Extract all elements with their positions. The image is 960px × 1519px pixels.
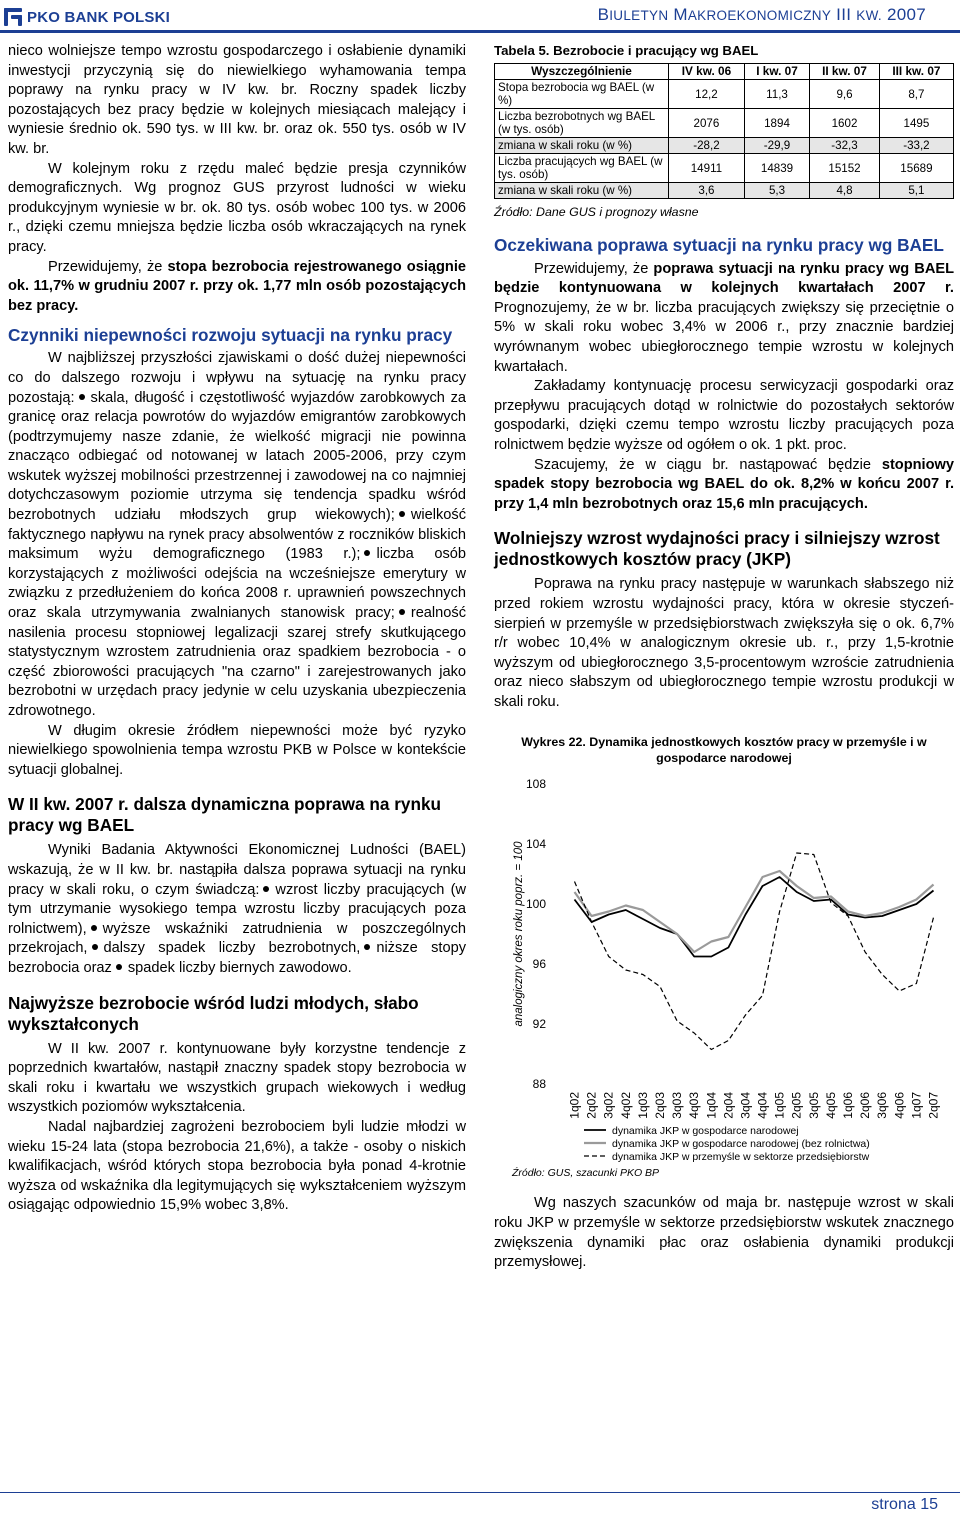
x-tick-label: 2q04 — [721, 1092, 736, 1120]
cell: 1894 — [744, 109, 809, 138]
x-tick-label: 3q02 — [601, 1092, 616, 1120]
row-label: zmiana w skali roku (w %) — [495, 138, 669, 154]
paragraph: Przewidujemy, że poprawa sytuacji na rynku pracy wg BAEL będzie kontynuowana w kolejnych kwartałach 2007 r. Prognozujemy, że w br. liczba pracujących zwiększy się przeciętnie o 5% w skali roku wobec 3,4% w 2006 r., przy znacznie bardziej wyrównanym wobec ubiegłorocznego tempie wzrostu w kolejnych kwartałach. — [494, 260, 955, 375]
y-tick-label: 92 — [532, 1017, 546, 1032]
cell: 9,6 — [810, 80, 880, 109]
bulletin-title: BIULETYN MAKROEKONOMICZNY III KW. 2007 — [597, 5, 926, 24]
chart-svg — [494, 766, 954, 1206]
paragraph: Poprawa na rynku pracy następuje w warunkach słabszego niż przed rokiem wzrostu wydajności pracy, która w okresie styczeń-sierpień w przemyśle w przedsiębiorstwach zwiększyła się o ok. 6,7% r/r wobec 10,4% w analogicznym okresie ub. r., przy 1,5-krotnie wyższym od ubiegłorocznego 3,5-procentowym wzroście zatrudnienia oraz nieco słabszym od ubiegłorocznego tempie wzrostu produkcji w skali roku. — [494, 576, 954, 710]
paragraph: Nadal najbardziej zagrożeni bezrobociem byli ludzie młodzi w wieku 15-24 lata (stopa bezrobocia 21,6%), a także - osoby o niskich kwalifikacjach, wśród których stopa bezrobocia była ponad 4-krotnie wyższa od wskaźnika dla legitymujących się wykształceniem wyższym osiągając odpowiednio 15,9% wobec 3,8%. — [8, 1118, 466, 1214]
x-tick-label: 2q03 — [653, 1092, 667, 1120]
section-heading: Oczekiwana poprawa sytuacji na rynku pracy wg BAEL — [494, 234, 944, 255]
row-label: Liczba bezrobotnych wg BAEL (w tys. osób) — [495, 109, 669, 138]
cell: 1495 — [879, 109, 953, 138]
paragraph: Wg naszych szacunków od maja br. następuje wzrost w skali roku JKP w przemyśle w sektorze przedsiębiorstw wskutek znacznego zwiększenia dynamiki płac oraz osłabienia dynamiki produkcji przemysłowej. — [494, 1195, 954, 1271]
x-tick-label: 1q04 — [704, 1092, 719, 1120]
x-tick-label: 3q06 — [875, 1092, 890, 1120]
bullet-icon — [364, 550, 370, 556]
cell: 8,7 — [879, 80, 953, 109]
cell: 11,3 — [744, 80, 809, 109]
table-header-row — [495, 64, 954, 80]
unemployment-table — [494, 63, 954, 199]
x-tick-label: 4q05 — [823, 1092, 838, 1120]
table-row — [495, 183, 954, 199]
cell: 3,6 — [669, 183, 745, 199]
header-rule — [0, 30, 960, 33]
bank-logo — [4, 6, 170, 28]
paragraph: Wyniki Badania Aktywności Ekonomicznej Ludności (BAEL) wskazują, że w II kw. br. nastąpiła dalsza poprawa sytuacji na rynku pracy w skali roku, o czym świadczą: wzrost liczby pracujących (w tym utrzymanie wysokiego tempa wzrostu liczby pracujących poza rolnictwem), wyższe wskaźniki zatrudnienia w poszczególnych przekrojach, dalszy spadek liczby bezrobotnych, niższe stopy bezrobocia oraz spadek liczby biernych zawodowo. — [8, 842, 467, 976]
paragraph: W II kw. 2007 r. kontynuowane były korzystne tendencje z poprzednich kwartałów, nastąpił znaczny spadek stopy bezrobocia w skali roku i kwartału we wszystkich grupach wiekowych i według wszystkich poziomów wykształcenia. — [8, 1040, 466, 1116]
x-tick-label: 1q02 — [567, 1092, 582, 1120]
table-row — [495, 138, 954, 154]
series-line — [575, 877, 934, 957]
paragraph: W kolejnym roku z rzędu maleć będzie presja czynników demograficznych. Wg prognoz GUS przyrost ludności w wieku produkcyjnym wyniesie w br. ok. 80 tys. osób wobec 100 tys. w 2006 r., dzięki czemu mniejsza będzie liczba osób wkraczających na rynek pracy. — [8, 160, 466, 255]
chart-title: Wykres 22. Dynamika jednostkowych kosztów pracy w przemyśle i w gospodarce narodowej — [521, 735, 927, 766]
paragraph: Zakładamy kontynuację procesu serwicyzacji gospodarki oraz przepływu pracujących dotąd w rolnictwie do pozostałych sektorów gospodarki, dzięki czemu tempo wzrostu liczby pracujących poza rolnictwem będzie wyższe od ogółem o ok. 1 pkt. proc. — [494, 378, 954, 453]
row-label: Stopa bezrobocia wg BAEL (w %) — [495, 80, 669, 109]
chart-source: Źródło: GUS, szacunki PKO BP — [512, 1167, 660, 1180]
bullet-icon — [91, 925, 97, 931]
row-label: zmiana w skali roku (w %) — [495, 183, 669, 199]
table-header: III kw. 07 — [879, 64, 953, 80]
paragraph: Przewidujemy, że stopa bezrobocia rejestrowanego osiągnie ok. 11,7% w grudniu 2007 r. przy ok. 1,77 mln osób pozostających bez pracy. — [8, 258, 466, 314]
page-number: strona 15 — [871, 1496, 938, 1513]
x-tick-label: 4q02 — [618, 1092, 633, 1120]
y-axis-label: analogiczny okres roku poprz. = 100 — [513, 841, 525, 1028]
table-header: Wyszczególnienie — [495, 64, 669, 80]
paragraph: W najbliższej przyszłości zjawiskami o dość dużej niepewności co do dalszego rozwoju i wpływu na sytuację na rynku pracy pozostają: skala, długość i częstotliwość wyjazdów zarobkowych za granicę oraz relacja powrotów do wyjazdów emigrantów zarobkowych (podtrzymujemy nasze zdanie, że wielkość migracji nie powinna znacząco odbiegać od notowanej w latach 2005-2006, przy czym wskutek wyższej mobilności przestrzennej i zawodowej na co najmniej dotychczasowym poziomie utrzyma się tendencja spadku wśród bezrobotnych udziału młodszych grup wiekowych); wielkość faktycznego napływu na rynek pracy absolwentów z roczników bliskich maksimum wyżu demograficznego (1983 r.); liczba osób korzystających z możliwości odejścia na wcześniejsze emerytury w związku z przedłużeniem do końca 2008 r. uprawnień powszechnych oraz skala utrzymywania zwalnianych stanowisk pracy; realność nasilenia procesu stopniowej legalizacji szarej strefy skutkującego statystycznym wzrostem zatrudnienia oraz spadkiem bezrobocia - o część zbiorowości pracujących "na czarno" i zarejestrowanych jako bezrobotni w urzędach pracy jedynie w celu uzyskania ubezpieczenia zdrowotnego. — [8, 350, 466, 719]
bullet-icon — [79, 394, 85, 400]
page-header — [0, 0, 960, 32]
cell: -32,3 — [810, 138, 880, 154]
table-row — [495, 109, 954, 138]
paragraph: nieco wolniejsze tempo wzrostu gospodarczego i osłabienie dynamiki inwestycji przyczynią się do niewielkiego wyhamowania tempa poprawy na rynku pracy w IV kw. br. Roczny spadek liczby pozostających bez pracy będzie w kolejnych miesiącach malejący i wyniesie średnio ok. 590 tys. w III kw. br. oraz ok. 550 tys. osób w IV kw. br. — [8, 43, 466, 157]
cell: -29,9 — [744, 138, 809, 154]
bullet-icon — [116, 964, 122, 970]
x-tick-label: 3q03 — [670, 1092, 685, 1120]
paragraph: W długim okresie źródłem niepewności może być ryzyko niewielkiego spowolnienia tempa wzrostu PKB w Polsce w kontekście sytuacji globalnej. — [8, 722, 466, 778]
x-tick-label: 2q07 — [926, 1092, 941, 1120]
y-tick-label: 104 — [525, 837, 546, 852]
cell: 14839 — [744, 154, 809, 183]
table-header: I kw. 07 — [744, 64, 809, 80]
footer-rule — [0, 1492, 960, 1493]
x-tick-label: 2q05 — [789, 1092, 804, 1120]
left-column — [8, 42, 466, 1216]
jkp-chart — [494, 734, 954, 1204]
cell: 4,8 — [810, 183, 880, 199]
cell: 15689 — [879, 154, 953, 183]
x-tick-label: 1q03 — [635, 1092, 650, 1120]
x-tick-label: 3q04 — [738, 1092, 753, 1120]
row-label: Liczba pracujących wg BAEL (w tys. osób) — [495, 154, 669, 183]
cell: 14911 — [669, 154, 745, 183]
bullet-icon — [92, 944, 98, 950]
legend-label: dynamika JKP w gospodarce narodowej — [612, 1125, 799, 1138]
bullet-icon — [399, 511, 405, 517]
x-tick-label: 3q05 — [806, 1092, 821, 1120]
x-tick-label: 2q02 — [584, 1092, 599, 1120]
pko-logo-icon — [4, 8, 22, 26]
section-heading: Czynniki niepewności rozwoju sytuacji na rynku pracy — [8, 325, 453, 346]
y-tick-label: 108 — [525, 777, 546, 792]
bullet-icon — [364, 944, 370, 950]
x-tick-label: 1q05 — [772, 1092, 787, 1120]
y-tick-label: 100 — [525, 897, 546, 912]
cell: 2076 — [669, 109, 745, 138]
table-header: II kw. 07 — [810, 64, 880, 80]
y-tick-label: 96 — [532, 957, 546, 972]
legend-label: dynamika JKP w przemyśle w sektorze przedsiębiorstw — [612, 1151, 870, 1164]
x-tick-label: 4q04 — [755, 1092, 770, 1120]
table-header: IV kw. 06 — [669, 64, 745, 80]
legend-label: dynamika JKP w gospodarce narodowej (bez rolnictwa) — [612, 1138, 870, 1151]
y-tick-label: 88 — [532, 1077, 546, 1092]
table-title: Tabela 5. Bezrobocie i pracujący wg BAEL — [494, 43, 759, 58]
section-heading: Najwyższe bezrobocie wśród ludzi młodych, słabo wykształconych — [8, 992, 419, 1034]
x-tick-label: 1q07 — [909, 1092, 924, 1120]
cell: -28,2 — [669, 138, 745, 154]
section-heading: W II kw. 2007 r. dalsza dynamiczna poprawa na rynku pracy wg BAEL — [8, 794, 442, 836]
x-tick-label: 2q06 — [858, 1092, 873, 1120]
x-tick-label: 4q06 — [892, 1092, 907, 1120]
x-tick-label: 1q06 — [841, 1092, 855, 1120]
cell: 5,1 — [879, 183, 953, 199]
series-line — [575, 853, 934, 1050]
cell: 15152 — [810, 154, 880, 183]
table-row — [495, 80, 954, 109]
cell: 1602 — [810, 109, 880, 138]
bullet-icon — [399, 609, 405, 615]
x-tick-label: 4q03 — [687, 1092, 702, 1120]
table-row — [495, 154, 954, 183]
right-column — [494, 42, 954, 1273]
paragraph: Szacujemy, że w ciągu br. nastąpować będzie stopniowy spadek stopy bezrobocia wg BAEL do ok. 8,2% w końcu 2007 r. przy 1,4 mln bezrobotnych oraz 15,6 mln pracujących. — [494, 456, 954, 512]
cell: 12,2 — [669, 80, 745, 109]
bank-name: PKO BANK POLSKI — [27, 8, 171, 26]
cell: -33,2 — [879, 138, 953, 154]
bullet-icon — [263, 886, 269, 892]
table-source: Źródło: Dane GUS i prognozy własne — [494, 205, 699, 219]
section-heading: Wolniejszy wzrost wydajności pracy i silniejszy wzrost jednostkowych kosztów pracy (JKP) — [494, 528, 940, 570]
cell: 5,3 — [744, 183, 809, 199]
